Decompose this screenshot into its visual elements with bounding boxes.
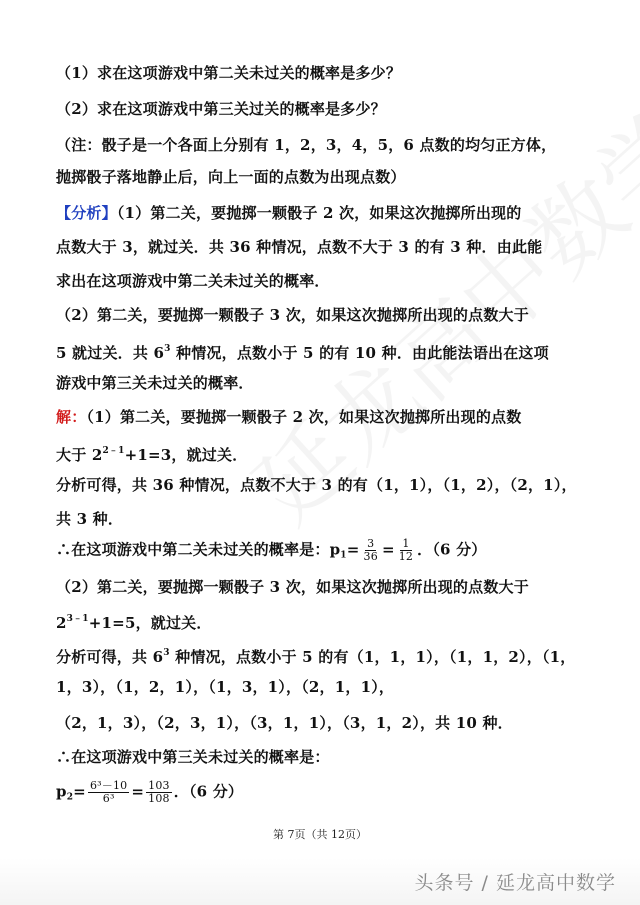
sol7-part-b: +1=5，就过关． xyxy=(88,614,212,632)
solution-line-12 xyxy=(56,780,596,809)
fraction-1-12 xyxy=(397,538,415,563)
sol2-part-a: 大于 2 xyxy=(56,446,103,464)
sol2-exponent: 2﹣1 xyxy=(102,446,125,456)
solution-line-4: 共 3 种． xyxy=(56,510,124,528)
sol2-part-b: +1=3，就过关． xyxy=(124,446,248,464)
sol5-part-b: ．（6 分） xyxy=(417,540,487,559)
solution-line-6: （2）第二关，要抛掷一颗骰子 3 次，如果这次抛掷所出现的点数大于 xyxy=(56,578,529,596)
note-line-2: 抛掷骰子落地静止后，向上一面的点数为出现点数） xyxy=(56,168,406,186)
solution-line-7 xyxy=(56,608,596,634)
solution-line-9: 1，3），（1，2，1），（1，3，1），（2，1，1）， xyxy=(56,678,395,696)
sol12-equals-2: = xyxy=(131,782,145,801)
page-footer: 第 7页（共 12页） xyxy=(273,828,367,841)
sol12-part-a: p xyxy=(56,782,67,801)
sol8-part-a: 分析可得，共 6 xyxy=(56,648,164,666)
solution-line-5 xyxy=(56,538,596,567)
analysis-tag: 【分析】 xyxy=(56,204,117,222)
fraction-3-36 xyxy=(362,538,380,563)
solution-line-2 xyxy=(56,440,596,466)
question-2: （2）求在这项游戏中第三关过关的概率是多少？ xyxy=(56,100,386,118)
fraction-denominator: 36 xyxy=(363,550,378,563)
sol12-equals: = xyxy=(73,782,86,801)
fraction-numerator: 103 xyxy=(148,779,170,792)
analysis-line-1 xyxy=(56,202,596,224)
fraction-p2-expression xyxy=(88,780,129,805)
analysis5-exponent: 3 xyxy=(164,344,171,354)
analysis-line-6: 游戏中第三关未过关的概率． xyxy=(56,374,254,392)
analysis-text-1: （1）第二关，要抛掷一颗骰子 2 次，如果这次抛掷所出现的 xyxy=(116,204,522,222)
question-1: （1）求在这项游戏中第二关未过关的概率是多少？ xyxy=(56,64,402,82)
solution-text-1: （1）第二关，要抛掷一颗骰子 2 次，如果这次抛掷所出现的点数 xyxy=(86,408,522,426)
solution-tag: 解： xyxy=(56,408,87,426)
sol5-part-a: ∴在这项游戏中第二关未过关的概率是：p xyxy=(56,540,341,559)
solution-line-3: 分析可得，共 36 种情况，点数不大于 3 的有（1，1），（1，2），（2，1）， xyxy=(56,476,577,494)
note-line-1: （注：骰子是一个各面上分别有 1，2，3，4，5，6 点数的均匀正方体， xyxy=(56,136,557,154)
source-watermark: 头条号 / 延龙高中数学 xyxy=(414,872,616,894)
sol12-subscript: 2 xyxy=(66,792,74,803)
fraction-denominator: 12 xyxy=(398,550,414,563)
sol7-exponent: 3﹣1 xyxy=(66,614,89,624)
analysis-line-4: （2）第二关，要抛掷一颗骰子 3 次，如果这次抛掷所出现的点数大于 xyxy=(56,306,529,324)
sol8-part-b: 种情况，点数小于 5 的有（1，1，1），（1，1，2），（1， xyxy=(169,648,576,666)
fraction-numerator: 3 xyxy=(367,537,375,550)
fraction-denominator: 108 xyxy=(148,792,170,805)
fraction-103-108 xyxy=(146,780,172,805)
sol8-exponent: 3 xyxy=(163,648,170,658)
sol5-equals-2: = xyxy=(381,540,395,559)
solution-line-8 xyxy=(56,642,596,668)
analysis5-part-a: 5 就过关．共 6 xyxy=(56,344,165,362)
analysis5-part-b: 种情况，点数小于 5 的有 10 种．由此能法语出在这项 xyxy=(170,344,549,362)
sol5-equals: = xyxy=(346,540,360,559)
fraction-denominator: 6³ xyxy=(102,792,115,805)
fraction-numerator: 1 xyxy=(402,537,410,550)
sol12-part-b: ．（6 分） xyxy=(173,782,244,801)
fraction-numerator: 6³－10 xyxy=(89,779,128,792)
sol7-part-a: 2 xyxy=(56,614,67,632)
analysis-line-2: 点数大于 3，就过关．共 36 种情况，点数不大于 3 的有 3 种．由此能 xyxy=(56,238,543,256)
solution-line-10: （2，1，3），（2，3，1），（3，1，1），（3，1，2），共 10 种． xyxy=(56,714,513,732)
solution-line-1 xyxy=(56,406,596,428)
analysis-line-5 xyxy=(56,338,596,364)
solution-line-11: ∴在这项游戏中第三关未过关的概率是： xyxy=(56,748,330,766)
sol5-subscript: 1 xyxy=(340,550,347,561)
analysis-line-3: 求出在这项游戏中第二关未过关的概率． xyxy=(56,272,330,290)
